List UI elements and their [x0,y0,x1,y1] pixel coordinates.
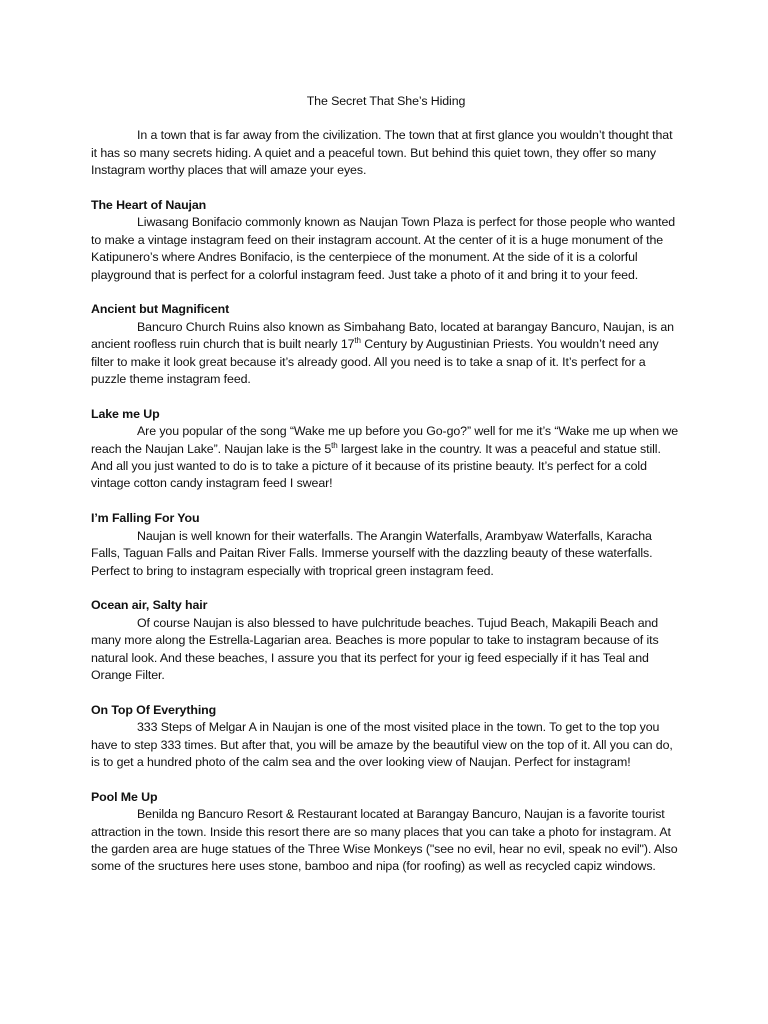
document-title: The Secret That She’s Hiding [306,94,466,108]
section-body-part: Century by Augustinian Priests. You wouldn’t need any filter to make it look great because it’s already good. All you need is to take a snap of it. It’s perfect for a puzzle theme instagram feed. [91,337,659,387]
section-falling-for-you [91,510,681,580]
section-body: Liwasang Bonifacio commonly known as Naujan Town Plaza is perfect for those people who wanted to make a vintage instagram feed on their instagram account. At the center of it is a huge monument of the Katipunero’s where Andres Bonifacio, is the centerpiece of the monument. At the side of it is a colorful playground that is perfect for a colorful instagram feed. Just take a photo of it and bring it to your feed. [91,215,676,282]
section-ancient-but-magnificent [91,301,681,388]
section-on-top-of-everything [91,702,681,772]
section-body: Benilda ng Bancuro Resort & Restaurant located at Barangay Bancuro, Naujan is a favorite tourist attraction in the town. Inside this resort there are so many places that you can take a photo for instagram. At the garden area are huge statues of the Three Wise Monkeys ("see no evil, hear no evil, speak no evil"). Also some of the sructures here uses stone, bamboo and nipa (for roofing) as well as recycled capiz windows. [91,807,678,874]
section-heading: Ancient but Magnificent [91,302,230,317]
section-body-part: Bancuro Church Ruins also known as Simbahang Bato, located at barangay Bancuro, Naujan, is an ancient roofless ruin church that is built nearly 17 [91,319,674,352]
section-lake-me-up [91,406,681,493]
section-body: 333 Steps of Melgar A in Naujan is one of the most visited place in the town. To get to the top you have to step 333 times. But after that, you will be amaze by the beautiful view on the top of it. All you can do, is to get a hundred photo of the calm sea and the over looking view of Naujan. Perfect for instagram! [91,720,673,769]
ordinal-suffix: th [331,440,338,450]
section-heading: On Top Of Everything [91,702,217,717]
section-body-part: Are you popular of the song “Wake me up before you Go-go?” well for me it’s “Wake me up when we reach the Naujan Lake”. Naujan lake is the 5 [91,424,679,456]
section-body-part: largest lake in the country. It was a peaceful and statue still. And all you just wanted to do is to take a picture of it because of its pristine beauty. It’s perfect for a cold vintage cotton candy instagram feed I swear! [91,441,661,491]
section-body [91,319,681,389]
section-heart-of-naujan [91,197,681,284]
section-pool-me-up [91,789,681,876]
section-heading: Lake me Up [91,406,160,421]
section-heading: Pool Me Up [91,789,158,804]
section-heading: Ocean air, Salty hair [91,598,208,613]
section-body: Naujan is well known for their waterfalls. The Arangin Waterfalls, Arambyaw Waterfalls, Karacha Falls, Taguan Falls and Paitan River Falls. Immerse yourself with the dazzling beauty of these waterfalls. Perfect to bring to instagram especially with troprical green instagram feed. [91,528,653,578]
document-page [91,93,681,893]
ordinal-suffix: th [354,336,361,346]
intro-paragraph: In a town that is far away from the civilization. The town that at first glance you wouldn’t thought that it has so many secrets hiding. A quiet and a peaceful town. But behind this quiet town, they offer so many Instagram worthy places that will amaze your eyes. [91,128,673,178]
section-heading: The Heart of Naujan [91,198,207,213]
section-ocean-air [91,597,681,684]
section-body [91,423,681,493]
section-body: Of course Naujan is also blessed to have pulchritude beaches. Tujud Beach, Makapili Beach and many more along the Estrella-Lagarian area. Beaches is more popular to take to instagram because of its natural look. And these beaches, I assure you that its perfect for your ig feed especially if it has Teal and Orange Filter. [91,615,659,682]
section-heading: I’m Falling For You [91,511,200,526]
